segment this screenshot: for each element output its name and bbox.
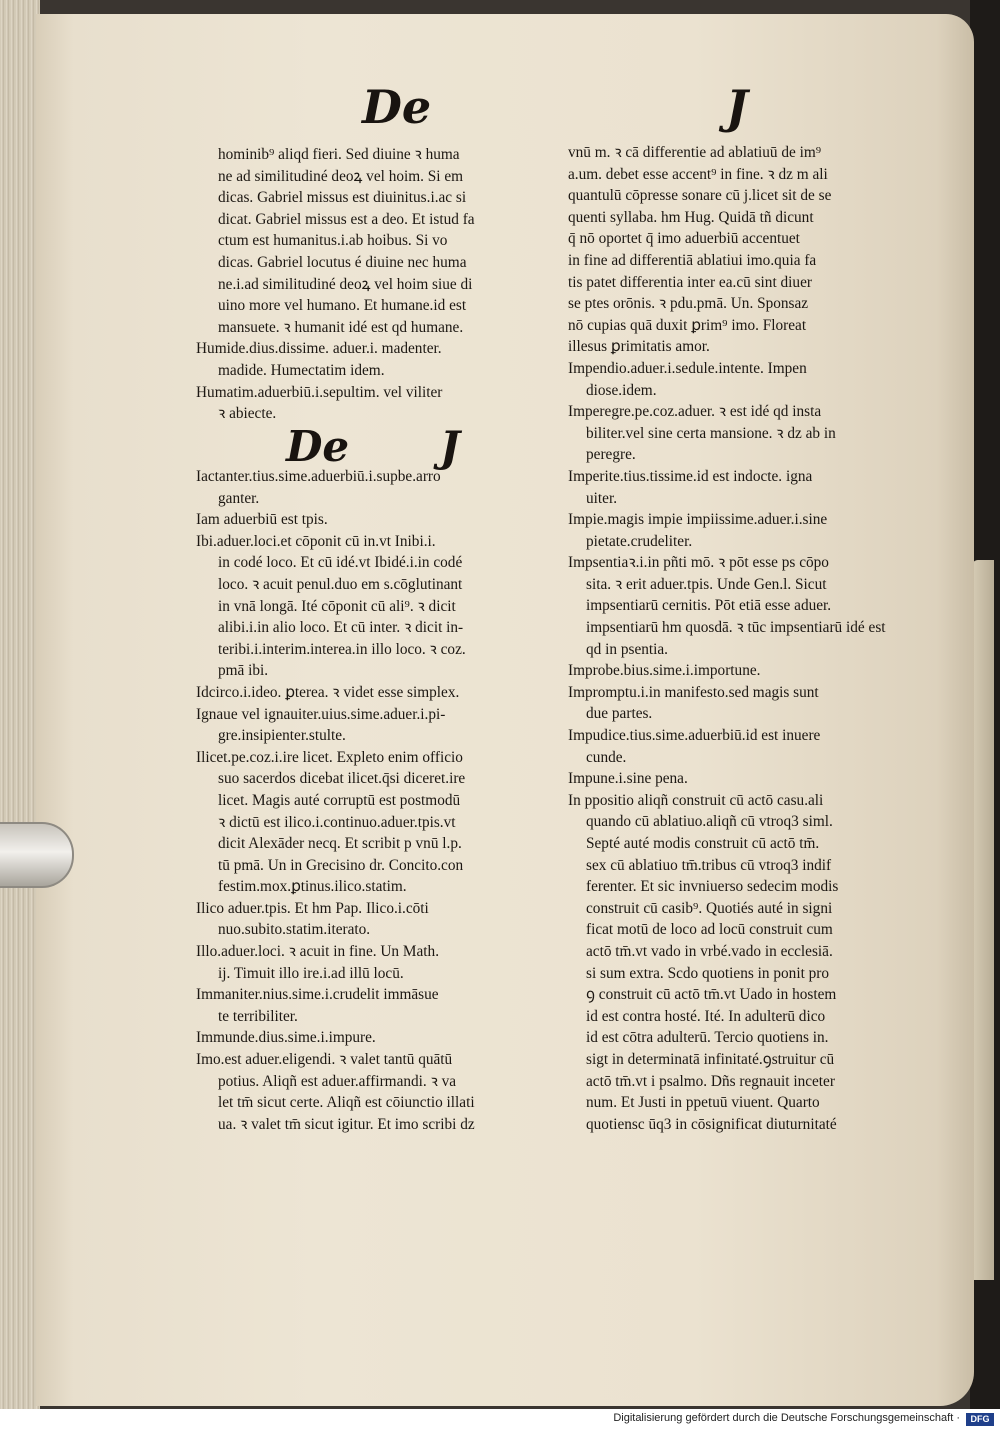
text-line: nuo.subito.statim.iterato. (218, 921, 371, 939)
left-column-top (196, 144, 568, 425)
text-line: peregre. (586, 446, 636, 464)
text-line: ne.i.ad similitudiné deoꝝ vel hoim siue di (218, 275, 473, 293)
text-line: ꝯ construit cū actō tm̄.vt Uado in hostem (586, 986, 837, 1004)
text-line: tis patet differentia inter ea.cū sint diuer (568, 273, 812, 291)
text-line: illesus ꝑrimitatis amor. (568, 338, 710, 356)
text-line: dicas. Gabriel locutus é diuine nec huma (218, 253, 467, 271)
text-line: potius. Aliqñ est aduer.affirmandi. ꝛ va (218, 1072, 457, 1090)
text-line: Iam aduerbiū est tpis. (196, 511, 328, 529)
text-line: impsentiarū cernitis. Pōt etiā esse aduer. (586, 597, 832, 615)
text-line: Immunde.dius.sime.i.impure. (196, 1029, 376, 1047)
text-line: id est cōtra adulterū. Tercio quotiens in. (586, 1029, 829, 1047)
text-line: Ilicet.pe.coz.i.ire licet. Expleto enim officio (196, 748, 463, 766)
right-column (568, 142, 938, 1135)
text-line: dicat. Gabriel missus est a deo. Et istud fa (218, 210, 475, 228)
text-line: biliter.vel sine certa mansione. ꝛ dz ab in (586, 424, 836, 442)
text-line: Impie.magis impie impiissime.aduer.i.sine (568, 511, 828, 529)
text-line: Imperegre.pe.coz.aduer. ꝛ est idé qd insta (568, 403, 822, 421)
text-line: impsentiarū hm quosdā. ꝛ tūc impsentiarū idé est (586, 619, 886, 637)
text-line: suo sacerdos dicebat ilicet.q̄si diceret.ire (218, 770, 466, 788)
text-line: In ppositio aliqñ construit cū actō casu.ali (568, 791, 824, 809)
text-line: a.um. debet esse accent⁹ in fine. ꝛ dz m ali (568, 165, 828, 183)
text-line: alibi.i.in alio loco. Et cū inter. ꝛ dicit in- (218, 619, 464, 637)
paper-clip (0, 822, 74, 888)
text-line: ficat motū de loco ad locū construit cum (586, 921, 833, 939)
text-line: nō cupias quā duxit ꝑrim⁹ imo. Floreat (568, 316, 807, 334)
text-line: ij. Timuit illo ire.i.ad illū locū. (218, 964, 404, 982)
text-line: cunde. (586, 748, 627, 766)
text-line: Ignaue vel ignauiter.uius.sime.aduer.i.pi- (196, 705, 446, 723)
text-line: dicas. Gabriel missus est diuinitus.i.ac si (218, 189, 467, 207)
text-line: pietate.crudeliter. (586, 532, 693, 550)
text-line: actō tm̄.vt i psalmo. Dñs regnauit inceter (586, 1072, 835, 1090)
text-line: Humide.dius.dissime. aduer.i. madenter. (196, 340, 442, 358)
text-line: uino more vel humano. Et humane.id est (218, 297, 467, 315)
text-line: se ptes orōnis. ꝛ pdu.pmā. Un. Sponsaz (568, 295, 809, 313)
left-column-bottom (196, 466, 568, 1135)
section-head-left: De (286, 422, 350, 471)
footer-bar (0, 1409, 1000, 1431)
text-line: ꝛ abiecte. (218, 405, 277, 423)
text-line: actō tm̄.vt vado in vrbé.vado in ecclesiā. (586, 942, 833, 960)
text-line: Ilico aduer.tpis. Et hm Pap. Ilico.i.cōti (196, 899, 429, 917)
text-line: Impudice.tius.sime.aduerbiū.id est inuere (568, 727, 821, 745)
text-line: Immaniter.nius.sime.i.crudelit immāsue (196, 986, 439, 1004)
text-line: id est contra hosté. Ité. In adulterū dico (586, 1007, 826, 1025)
text-line: Impendio.aduer.i.sedule.intente. Impen (568, 359, 807, 377)
text-line: Idcirco.i.ideo. ꝑterea. ꝛ videt esse simplex. (196, 683, 460, 701)
page-edge-stack (0, 0, 40, 1410)
text-line: sex cū ablatiuo tm̄.tribus cū vtroq3 indif (586, 856, 832, 874)
text-line: dicit Alexāder necq. Et scribit p vnū l.p. (218, 835, 462, 853)
text-line: ne ad similitudiné deoꝝ vel hoim. Si em (218, 167, 464, 185)
text-line: loco. ꝛ acuit penul.duo em s.cōglutinant (218, 575, 463, 593)
text-line: quenti syllaba. hm Hug. Quidā tñ dicunt (568, 208, 814, 226)
text-line: licet. Magis auté corruptū est postmodū (218, 791, 461, 809)
running-head-left: De (362, 80, 432, 134)
text-line: Humatim.aduerbiū.i.sepultim. vel viliter (196, 383, 443, 401)
text-line: Imperite.tius.tissime.id est indocte. igna (568, 467, 813, 485)
text-line: in vnā longā. Ité cōponit cū ali⁹. ꝛ dicit (218, 597, 456, 615)
text-line: ferenter. Et sic invniuerso sedecim modis (586, 878, 839, 896)
text-line: vnū m. ꝛ cā differentie ad ablatiuū de im⁹ (568, 144, 822, 161)
text-line: Iactanter.tius.sime.aduerbiū.i.supbe.arro (196, 468, 441, 485)
text-line: in fine ad differentiā ablatiui imo.quia fa (568, 251, 817, 269)
text-line: num. Et Justi in ppetuū viuent. Quarto (586, 1094, 820, 1112)
text-line: quantulū cōpresse sonare cū j.licet sit de se (568, 187, 832, 205)
text-line: ganter. (218, 489, 260, 507)
facing-page-edge (972, 560, 994, 1280)
text-line: Impsentiaꝛ.i.in pñti mō. ꝛ pōt esse ps cōpo (568, 554, 829, 572)
text-line: Imo.est aduer.eligendi. ꝛ valet tantū quātū (196, 1051, 453, 1069)
text-line: te terribiliter. (218, 1007, 298, 1025)
text-line: quotiensc ūq3 in cōsignificat diuturnitaté (586, 1115, 837, 1133)
funding-credit: Digitalisierung gefördert durch die Deutsche Forschungsgemeinschaft · (613, 1412, 960, 1424)
section-head-right: J (440, 422, 460, 471)
text-line: pmā ibi. (218, 662, 269, 680)
text-line: gre.insipienter.stulte. (218, 727, 346, 745)
text-line: Septé auté modis construit cū actō tm̄. (586, 835, 820, 852)
text-line: uiter. (586, 489, 618, 507)
text-line: Illo.aduer.loci. ꝛ acuit in fine. Un Math. (196, 943, 440, 961)
text-line: Impromptu.i.in manifesto.sed magis sunt (568, 683, 819, 701)
text-line: sigt in determinatā infinitaté.ꝯstruitur cū (586, 1050, 835, 1068)
text-line: q̄ nō oportet q̄ imo aduerbiū accentuet (568, 230, 800, 248)
dfg-logo: DFG (966, 1413, 994, 1426)
text-line: construit cū casib⁹. Quotiés auté in signi (586, 899, 833, 917)
text-line: ua. ꝛ valet tm̄ sicut igitur. Et imo scribi dz (218, 1115, 475, 1133)
text-line: si sum extra. Scdo quotiens in ponit pro (586, 964, 830, 982)
text-line: in codé loco. Et cū idé.vt Ibidé.i.in codé (218, 554, 463, 572)
text-line: ꝛ dictū est ilico.i.continuo.aduer.tpis.vt (218, 813, 456, 831)
text-line: Impune.i.sine pena. (568, 770, 688, 788)
text-line: teribi.i.interim.interea.in illo loco. ꝛ coz. (218, 640, 466, 658)
text-line: Improbe.bius.sime.i.importune. (568, 662, 761, 680)
text-line: due partes. (586, 705, 653, 723)
text-line: Ibi.aduer.loci.et cōponit cū in.vt Inibi.i. (196, 532, 436, 550)
running-head-right: J (726, 80, 748, 134)
text-line: diose.idem. (586, 381, 657, 399)
text-line: festim.mox.ꝑtinus.ilico.statim. (218, 878, 407, 896)
text-line: tū pmā. Un in Grecisino dr. Concito.con (218, 856, 464, 874)
text-line: let tm̄ sicut certe. Aliqñ est cōiunctio illati (218, 1094, 475, 1112)
text-line: ctum est humanitus.i.ab hoibus. Si vo (218, 232, 448, 250)
text-line: sita. ꝛ erit aduer.tpis. Unde Gen.l. Sicut (586, 575, 827, 593)
text-line: qd in psentia. (586, 640, 668, 658)
text-line: hominib⁹ aliqd fieri. Sed diuine ꝛ huma (218, 146, 460, 163)
text-line: madide. Humectatim idem. (218, 361, 385, 379)
text-line: quando cū ablatiuo.aliqñ cū vtroq3 siml. (586, 813, 833, 831)
text-line: mansuete. ꝛ humanit idé est qd humane. (218, 318, 464, 336)
